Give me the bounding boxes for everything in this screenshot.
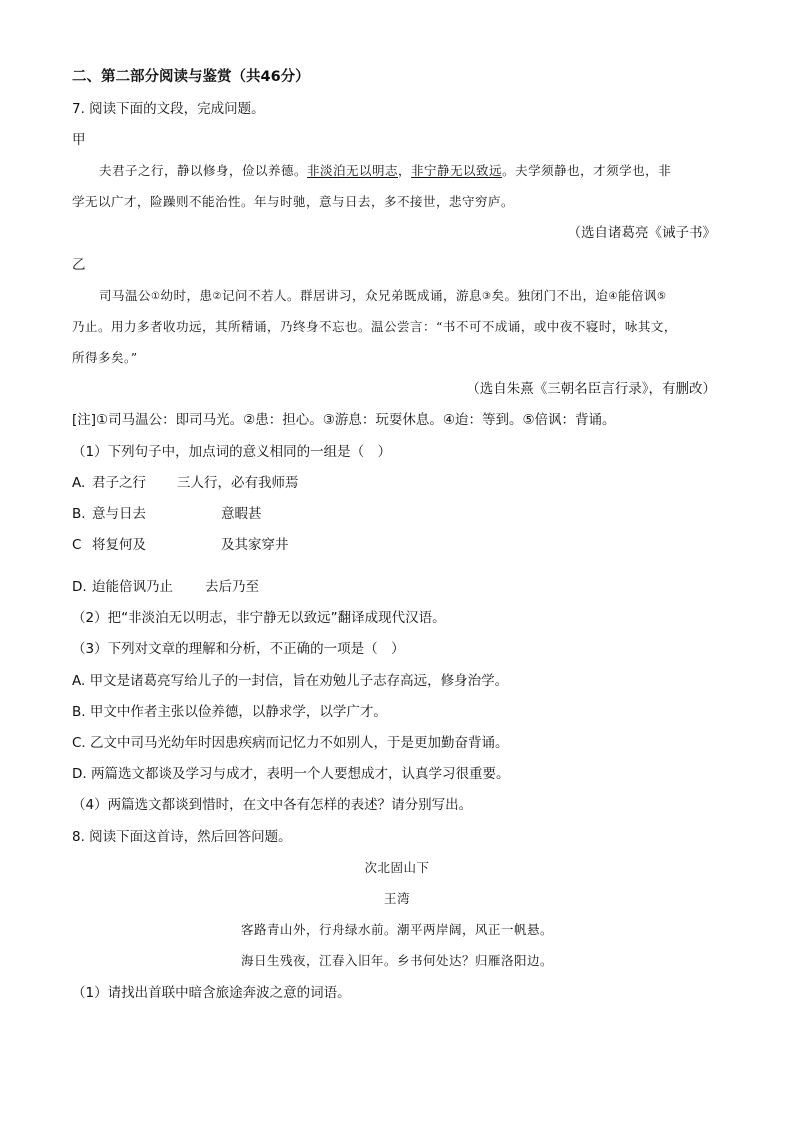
passage-a-line-1: 夫君子之行，静以修身，俭以养德。非淡泊无以明志，非宁静无以致远。夫学须静也，才须学也，非 bbox=[99, 163, 672, 178]
section-heading: 二、第二部分阅读与鉴赏（共46分） bbox=[72, 69, 310, 85]
q7-sub1-stem: （1）下列句子中，加点词的意义相同的一组是（ ） bbox=[72, 444, 392, 460]
option-a: A. 君子之行 三人行，必有我师焉 bbox=[72, 475, 299, 491]
option-b: B. 意与日去 意暇甚 bbox=[72, 506, 262, 522]
q7-sub2: （2）把“非淡泊无以明志，非宁静无以致远”翻译成现代汉语。 bbox=[72, 610, 446, 626]
sub3-option-a: A. 甲文是诸葛亮写给儿子的一封信，旨在劝勉儿子志存高远，修身治学。 bbox=[72, 673, 509, 689]
poem-line-1: 客路青山外，行舟绿水前。潮平两岸阔，风正一帆悬。 bbox=[240, 922, 553, 937]
passage-b-source: （选自朱熹《三朝名臣言行录》，有删改） bbox=[466, 381, 716, 397]
poem-line-2: 海日生残夜，江春入旧年。乡书何处达？归雁洛阳边。 bbox=[240, 953, 553, 968]
option-d: D. 迨能倍讽乃止 去后乃至 bbox=[72, 579, 259, 595]
q8-prompt: 8. 阅读下面这首诗，然后回答问题。 bbox=[72, 829, 292, 845]
poem-author: 王湾 bbox=[383, 891, 410, 906]
option-c: C 将复何及 及其家穿井 bbox=[72, 537, 289, 553]
poem-title: 次北固山下 bbox=[364, 860, 430, 875]
annotations: [注]①司马温公：即司马光。②患：担心。③游息：玩耍休息。④迨：等到。⑤倍讽：背诵。 bbox=[72, 412, 616, 428]
sub3-option-c: C. 乙文中司马光幼年时因患疾病而记忆力不如别人，于是更加勤奋背诵。 bbox=[72, 735, 509, 751]
q7-sub3-stem: （3）下列对文章的理解和分析，不正确的一项是（ ） bbox=[72, 641, 405, 657]
underlined-phrase-2: 非宁静无以致远 bbox=[411, 163, 503, 178]
passage-b-line-2: 乃止。用力多者收功远，其所精诵，乃终身不忘也。温公尝言：“书不可不成诵，或中夜不寝时，咏其文， bbox=[72, 319, 677, 334]
passage-a-label: 甲 bbox=[72, 132, 86, 148]
underlined-phrase-1: 非淡泊无以明志 bbox=[307, 163, 399, 178]
q8-sub1: （1）请找出首联中暗含旅途奔波之意的词语。 bbox=[72, 985, 351, 1001]
sub3-option-b: B. 甲文中作者主张以俭养德，以静求学，以学广才。 bbox=[72, 704, 387, 720]
q7-prompt: 7. 阅读下面的文段，完成问题。 bbox=[72, 101, 265, 117]
passage-b-label: 乙 bbox=[72, 257, 86, 273]
q7-sub4: （4）两篇选文都谈到惜时，在文中各有怎样的表述？请分别写出。 bbox=[72, 797, 473, 813]
passage-b-line-1: 司马温公①幼时，患②记问不若人。群居讲习，众兄弟既成诵，游息③矣。独闭门不出，迨④能倍讽⑤ bbox=[99, 288, 667, 303]
passage-a-line-2: 学无以广才，险躁则不能治性。年与时驰，意与日去，多不接世，悲守穷庐。 bbox=[72, 194, 515, 209]
passage-b-line-3: 所得多矣。” bbox=[72, 350, 138, 365]
passage-a-source: （选自诸葛亮《诫子书》 bbox=[567, 225, 716, 241]
sub3-option-d: D. 两篇选文都谈及学习与成才，表明一个人要想成才，认真学习很重要。 bbox=[72, 766, 510, 782]
